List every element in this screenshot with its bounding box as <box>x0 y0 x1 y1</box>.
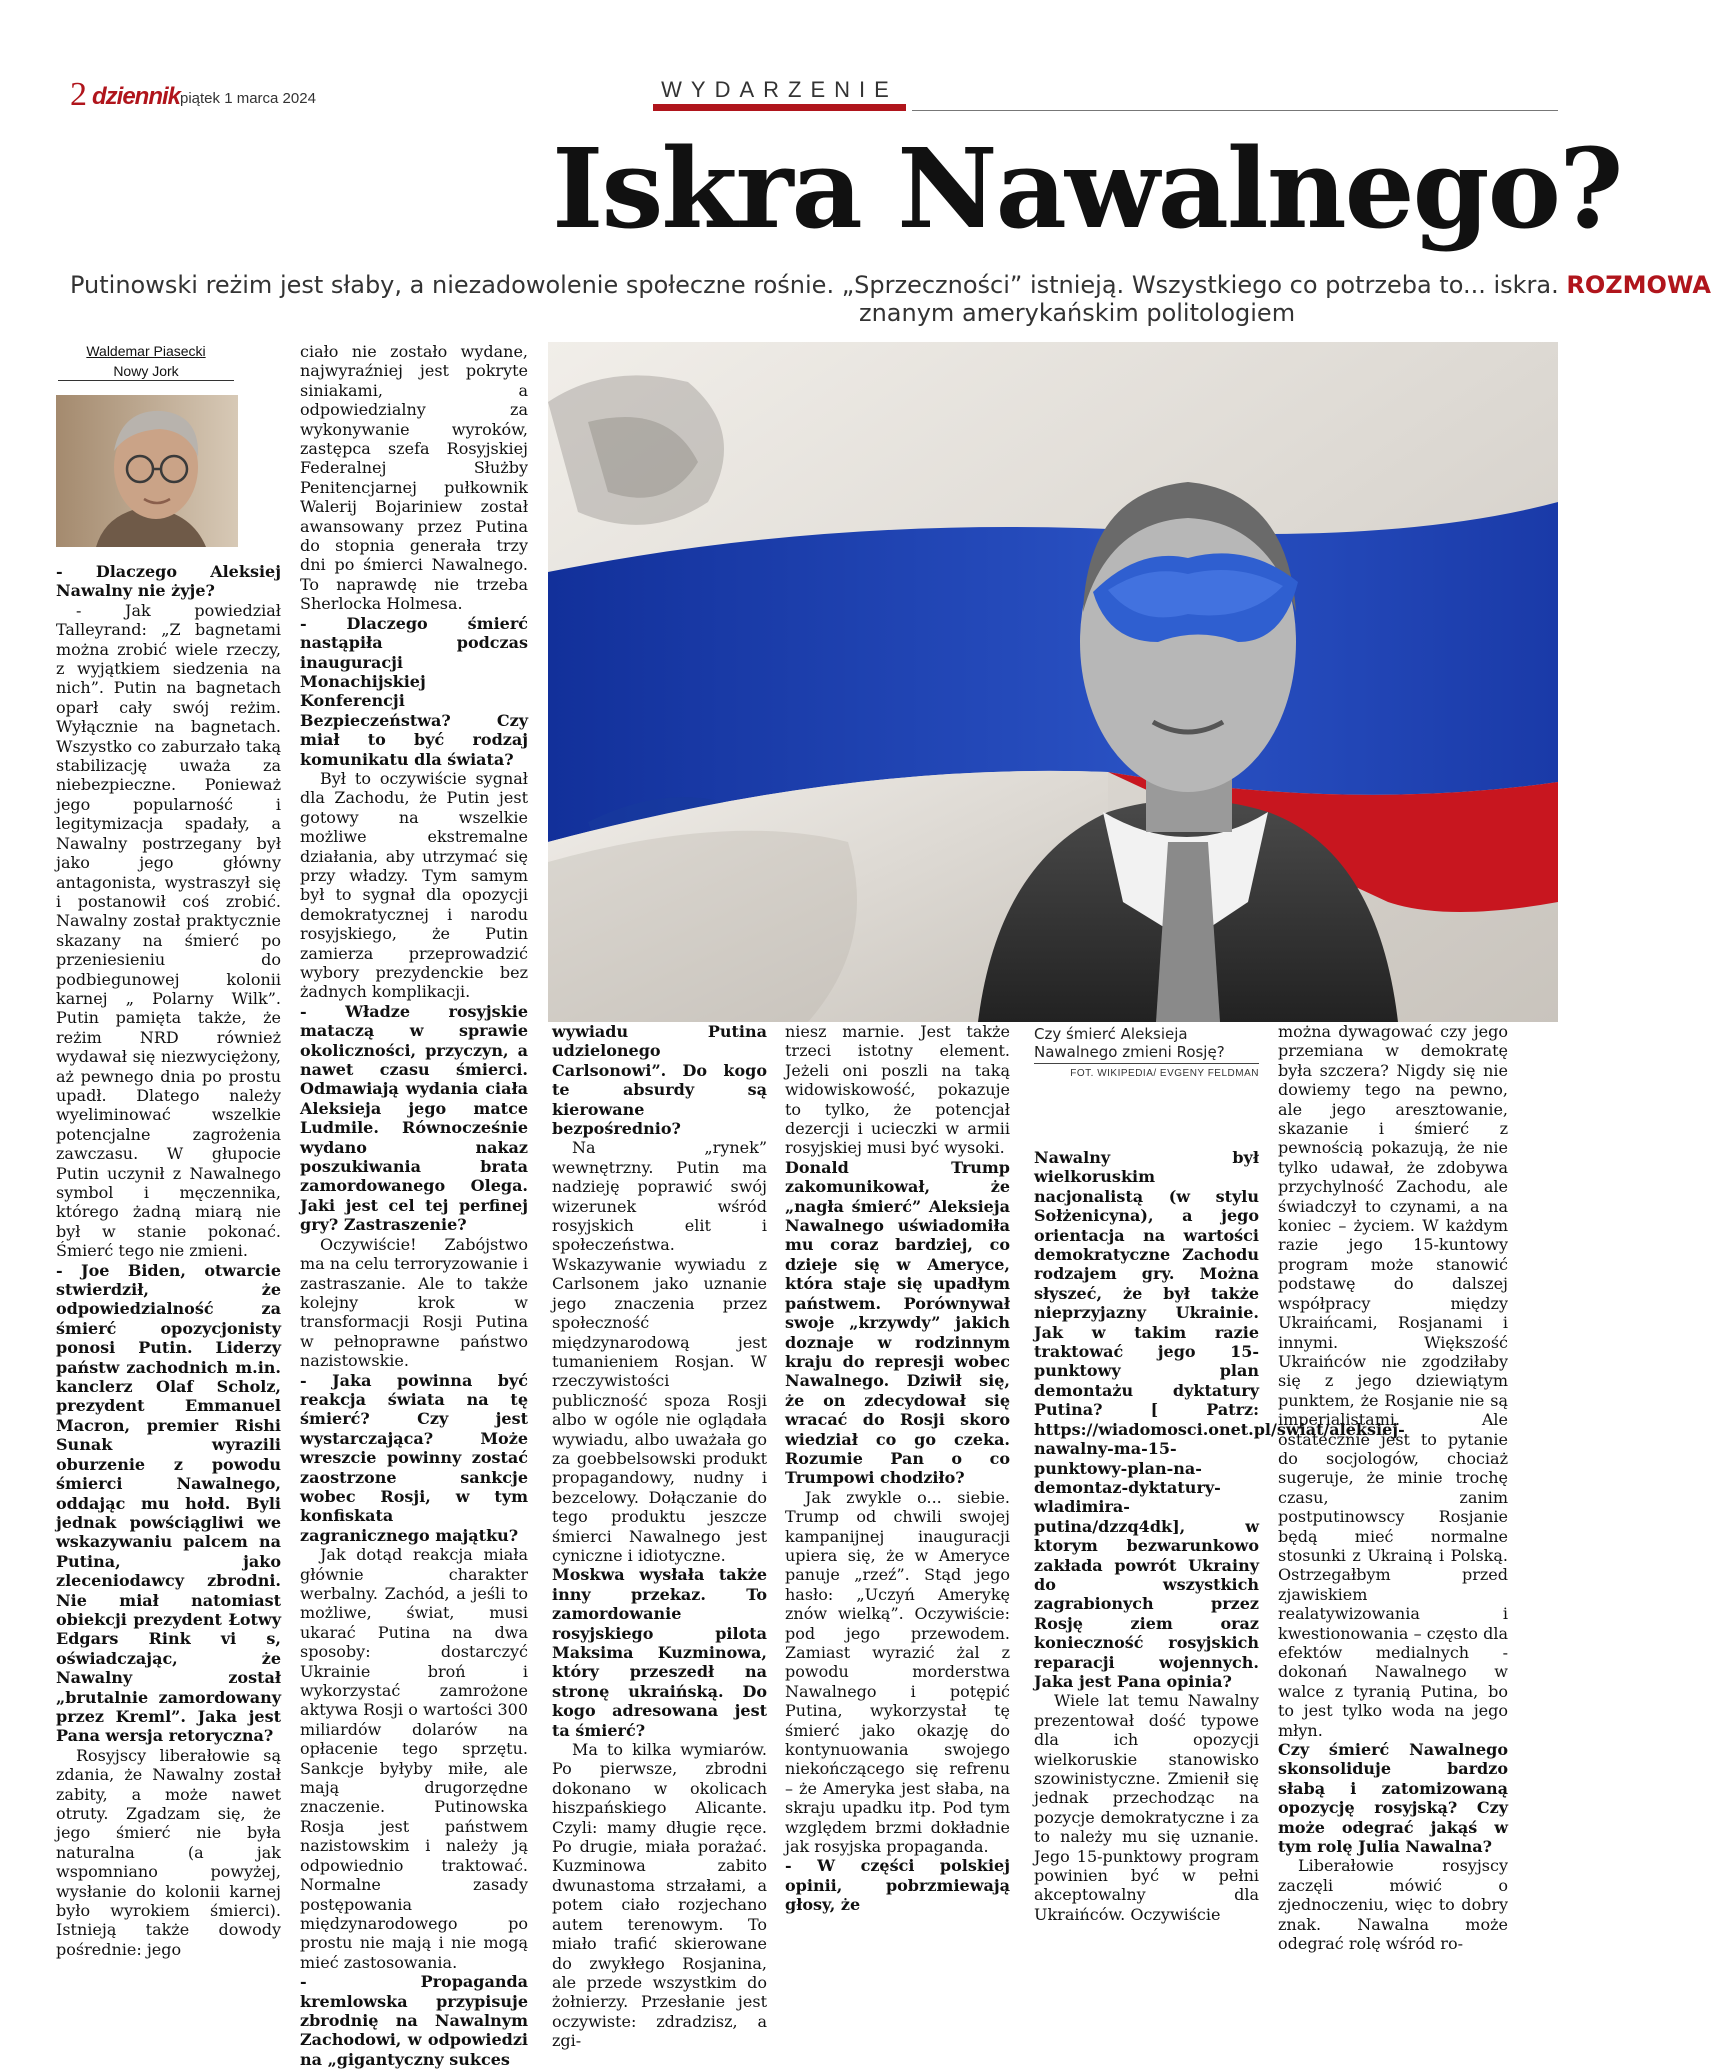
lead-text: Putinowski reżim jest słaby, a niezadowolenie społeczne rośnie. „Sprzeczności” istnieją. Wszystkiego co potrzeba to... iskra. <box>70 271 1567 299</box>
photo-caption: Czy śmierć Aleksieja Nawalnego zmieni Rosję? <box>1034 1025 1225 1061</box>
author-photo <box>56 395 238 547</box>
answer-paragraph: Wiele lat temu Nawalny prezentował dość typowe dla ich opozycji wielkoruskie stanowisko szowinistyczne. Zmienił się jednak przechodząc na pozycje demokratyczne i za to należy mu się uznanie. Jego 15-punktowy program powinien być w pełni akceptowalny dla Ukraińców. Oczywiście <box>1034 1691 1259 1924</box>
question-paragraph: Czy śmierć Nawalnego skonsoliduje bardzo słabą i zatomizowaną opozycję rosyjską? Czy może odegrać jakąś w tym rolę Julia Nawalna? <box>1278 1740 1508 1857</box>
main-photo <box>548 342 1558 1022</box>
headline: Iskra Nawalnego? <box>552 124 1622 253</box>
author-portrait-illustration <box>56 395 238 547</box>
answer-paragraph: Oczywiście! Zabójstwo ma na celu terroryzowanie i zastraszanie. Ale to także kolejny krok w transformacji Rosji Putina w pełnoprawne państwo nazistowskie. <box>300 1234 528 1371</box>
question-paragraph: - Joe Biden, otwarcie stwierdził, że odpowiedzialność za śmierć opozycjonisty ponosi Putin. Liderzy państw zachodnich m.in. kanclerz Olaf Scholz, prezydent Emmanuel Macron, premier Rishi Sunak wyrazili oburzenie z powodu śmierci Nawalnego, oddając mu hołd. Byli jednak powściągliwi we wskazywaniu palcem na Putina, jako zleceniodawcy zbrodni. Nie miał natomiast obiekcji prezydent Łotwy Edgars Rink vi s, oświadczając, że Nawalny został „brutalnie zamordowany przez Kreml”. Jaka jest Pana wersja retoryczna? <box>56 1260 281 1746</box>
text-column-2 <box>300 342 528 2069</box>
answer-paragraph: Rosyjscy liberałowie są zdania, że Nawalny został zabity, a może nawet otruty. Zgadzam się, że jego śmierć nie była naturalna (a jak wspomniano powyżej, wysłanie do kolonii karnej było wyrokiem śmierci). Istnieją także dowody pośrednie: jego <box>56 1745 281 1959</box>
text-column-3 <box>552 1022 767 2051</box>
text-column-1 <box>56 562 281 1959</box>
question-paragraph: wywiadu Putina udzielonego Carlsonowi”. Do kogo te absurdy są kierowane bezpośrednio? <box>552 1022 767 1139</box>
question-paragraph: Donald Trump zakomunikował, że „nagła śmierć” Aleksieja Nawalnego uświadomiła mu coraz bardziej, co dzieje się w Ameryce, która staje się upadłym państwem. Porównywał swoje „krzywdy” jakich doznaje w rodzinnym kraju do represji wobec Nawalnego. Dziwił się, że on zdecydował się wracać do Rosji skoro wiedział co go czeka. Rozumie Pan o co Trumpowi chodziło? <box>785 1157 1010 1488</box>
answer-paragraph: Jak zwykle o... siebie. Trump od chwili swojej kampanijnej inauguracji upiera się, że w Ameryce panuje „rzeź”. Stąd jego hasło: „Uczyń Amerykę znów wielką”. Oczywiście: pod jego przewodem. Zamiast wyrazić żal z powodu morderstwa Nawalnego i potępić Putina, wykorzystał tę śmierć jako okazję do kontynuowania swojego niekończącego się refrenu – że Ameryka jest słaba, na skraju upadku itp. Pod tym względem brzmi dokładnie jak rosyjska propaganda. <box>785 1487 1010 1857</box>
answer-paragraph: niesz marnie. Jest także trzeci istotny element. Jeżeli oni poszli na taką widowiskowość, pokazuje to tylko, że potencjał dezercji i ucieczki w armii rosyjskiej musi być wysoki. <box>785 1022 1010 1158</box>
author-name: Waldemar Piasecki <box>86 343 206 359</box>
answer-paragraph: można dywagować czy jego przemiana w demokratę była szczera? Nigdy się nie dowiemy tego na pewno, ale jego aresztowanie, skazanie i śmierć z pewnością pokazują, że nie tylko udawał, że zdobywa przychylność Zachodu, ale świadczył to czynami, a na koniec – życiem. W każdym razie jego 15-kuntowy program może stanowić podstawę do dalszej współpracy między Ukraińcami, Rosjanami i innymi. Większość Ukraińców nie zgodziłaby się z jego dziewiątym punktem, że Rosjanie nie są imperialistami. Ale ostatecznie jest to pytanie do socjologów, chociaż sugeruje, że minie trochę czasu, zanim postputinowscy Rosjanie będą mieć normalne stosunki z Ukrainą i Polską. Ostrzegałbym przed zjawiskiem realatywizowania i kwestionowania – często dla efektów medialnych - dokonań Nawalnego w walce z tyranią Putina, bo to jest tylko woda na jego młyn. <box>1278 1022 1508 1740</box>
answer-paragraph: - Jak powiedział Talleyrand: „Z bagnetami można zrobić wiele rzeczy, z wyjątkiem siedzenia na nich”. Putin na bagnetach oparł cały swój reżim. Wyłącznie na bagnetach. Wszystko co zaburzało taką stabilizację uważa za niebezpieczne. Ponieważ jego popularność i legitymizacja spadały, a Nawalny postrzegany był jako jego główny antagonista, wystraszył się i postanowił coś zrobić. Nawalny został praktycznie skazany na śmierć po przeniesieniu do podbiegunowej kolonii karnej „ Polarny Wilk”. Putin pamięta także, że reżim NRD również wydawał się niezwyciężony, aż pewnego dnia po prostu upadł. Dlatego należy wyeliminować wszelkie potencjalne zagrożenia zawczasu. W głupocie Putin uczynił z Nawalnego symbol i męczennika, którego żadną miarą nie był w stanie pokonać. Śmierć tego nie zmieni. <box>56 600 281 1261</box>
question-paragraph: - Dlaczego śmierć nastąpiła podczas inauguracji Monachijskiej Konferencji Bezpieczeństwa? Czy miał to być rodzaj komunikatu dla świata? <box>300 613 528 769</box>
question-paragraph: - Władze rosyjskie mataczą w sprawie okoliczności, przyczyn, a nawet czasu śmierci. Odmawiają wydania ciała Aleksieja jego matce Ludmile. Równocześnie wydano nakaz poszukiwania brata zamordowanego Olega. Jaki jest cel tej perfinej gry? Zastraszenie? <box>300 1001 528 1235</box>
answer-paragraph: Na „rynek” wewnętrzny. Putin ma nadzieję poprawić swój wizerunek wśród rosyjskich elit i społeczeństwa. Wskazywanie wywiadu z Carlsonem jako uznanie jego znaczenia przez społeczność międzynarodową jest tumanieniem Rosjan. W rzeczywistości publiczność spoza Rosji albo w ogóle nie oglądała wywiadu, albo uważała go za goebbelsowski produkt propagandowy, nudny i bezcelowy. Dołączanie do tego produktu jeszcze śmierci Nawalnego jest cyniczne i idiotyczne. <box>552 1138 767 1565</box>
navalny-flag-illustration <box>548 342 1558 1022</box>
caption-rule <box>1034 1063 1259 1064</box>
photo-credit: FOT. WIKIPEDIA/ EVGENY FELDMAN <box>1070 1068 1259 1079</box>
answer-paragraph: Jak dotąd reakcja miała głównie charakter werbalny. Zachód, a jeśli to możliwe, świat, musi ukarać Putina na dwa sposoby: dostarczyć Ukrainie broń i wykorzystać zamrożone aktywa Rosji o wartości 300 miliardów dolarów na opłacenie tego sprzętu. Sankcje byłyby miłe, ale mają drugorzędne znaczenie. Putinowska Rosja jest państwem nazistowskim i należy ją odpowiednio traktować. Normalne zasady postępowania międzynarodowego po prostu nie mają i nie mogą mieć zastosowania. <box>300 1545 528 1972</box>
question-paragraph: - Jaka powinna być reakcja świata na tę śmierć? Czy jest wystarczająca? Może wreszcie powinny zostać zaostrzone sankcje wobec Rosji, w tym konfiskata zagranicznego majątku? <box>300 1370 528 1545</box>
author-byline <box>56 342 236 360</box>
newspaper-logo: dziennik <box>92 83 181 110</box>
lead-accent: ROZMOWA <box>1566 271 1711 299</box>
page-number: 2 <box>70 76 87 113</box>
header-rule <box>912 110 1558 111</box>
question-paragraph: Nawalny był wielkoruskim nacjonalistą (w stylu Sołżenicyna), a jego orientacja na wartości demokratyczne Zachodu rodzajem gry. Można słyszeć, że był także nieprzyjazny Ukrainie. Jak w takim razie traktować jego 15-punktowy plan demontażu dyktatury Putina? [ Patrz: https://wiadomosci.onet.pl/swiat/aleksiej-nawalny-ma-15-punktowy-plan-na-demontaz-dyktatury-wladimira-putina/dzzq4dk], w ktorym bezwarunkowo zakłada powrót Ukrainy do wszystkich zagrabionych przez Rosję ziem oraz konieczność rosyjskich reparacji wojennych. Jaka jest Pana opinia? <box>1034 1148 1405 1691</box>
byline-rule <box>58 380 234 381</box>
answer-paragraph: ciało nie zostało wydane, najwyraźniej jest pokryte siniakami, a odpowiedzialny za wykonywanie wyroków, zastępca szefa Rosyjskiej Federalnej Służby Penitencjarnej pułkownik Walerij Bojariniew został awansowany przez Putina do stopnia generała trzy dni po śmierci Nawalnego. To naprawdę nie trzeba Sherlocka Holmesa. <box>300 342 528 614</box>
answer-paragraph: Liberałowie rosyjscy zaczęli mówić o zjednoczeniu, więc to dobry znak. Nawalna może odegrać rolę wśród ro- <box>1278 1856 1508 1954</box>
answer-paragraph: Ma to kilka wymiarów. Po pierwsze, zbrodni dokonano w okolicach hiszpańskiego Alicante. Czyli: mamy długie ręce. Po drugie, miała porażać. Kuzminowa zabito dwunastoma strzałami, a potem ciało rozjechano autem terenowym. To miało trafić skierowane do zwykłego Rosjanina, ale przede wszystkim do żołnierzy. Przesłanie jest oczywiste: zdradzisz, a zgi- <box>552 1740 767 2051</box>
section-label: WYDARZENIE <box>661 77 898 102</box>
dateline-location: Nowy Jork <box>113 363 179 379</box>
issue-date: piątek 1 marca 2024 <box>180 90 316 107</box>
question-paragraph: - W części polskiej opinii, pobrzmiewają głosy, że <box>785 1856 1010 1915</box>
lead-line-2: znanym amerykańskim politologiem <box>859 299 1296 327</box>
text-column-6 <box>1278 1022 1508 1954</box>
lead-line-1 <box>70 270 1711 300</box>
question-paragraph: - Dlaczego Aleksiej Nawalny nie żyje? <box>56 562 281 601</box>
section-accent-bar <box>653 104 906 111</box>
question-paragraph: Moskwa wysłała także inny przekaz. To zamordowanie rosyjskiego pilota Maksima Kuzminowa, który przeszedł na stronę ukraińską. Do kogo adresowana jest ta śmierć? <box>552 1565 767 1740</box>
text-column-4 <box>785 1022 1010 1937</box>
answer-paragraph: Był to oczywiście sygnał dla Zachodu, że Putin jest gotowy na wszelkie możliwe ekstremalne działania, aby utrzymać się przy władzy. Tym samym był to sygnał dla opozycji demokratycznej i narodu rosyjskiego, że Putin zamierza przeprowadzić wybory prezydenckie bez żadnych komplikacji. <box>300 768 528 1002</box>
question-paragraph: - Propaganda kremlowska przypisuje zbrodnię na Nawalnym Zachodowi, w odpowiedzi na „gigantyczny sukces <box>300 1972 528 2069</box>
